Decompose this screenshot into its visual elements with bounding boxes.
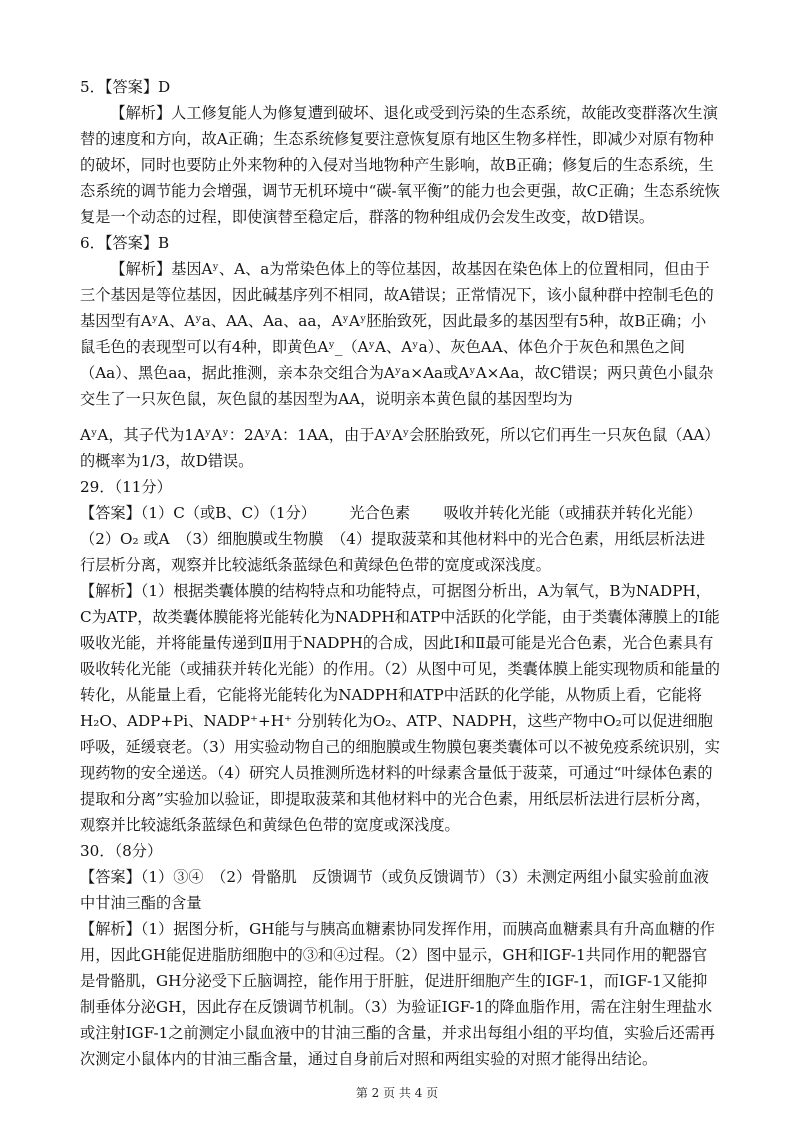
q29-answer-part3: 吸收并转化光能（或捕获并转化光能） (443, 504, 702, 522)
q30-analysis: 【解析】（1）据图分析，GH能与与胰高血糖素协同发挥作用，而胰高血糖素具有升高血糖的作用，因此GH能促进脂肪细胞中的③和④过程。（2）图中显示，GH和IGF-1共同作用的靶器官是骨骼肌，GH分泌受下丘脑调控，能作用于肝脏，促进肝细胞产生的IGF-1，而IGF-1又能抑制垂体分泌GH，因此存在反馈调节机制。（3）为验证IGF-1的降血脂作用，需在注射生理盐水或注射IGF-1之前测定小鼠血液中的甘油三酯的含量，并求出每组小组的平均值，实验后还需再次测定小鼠体内的甘油三酯含量，通过自身前后对照和两组实验的对照才能得出结论。 (80, 920, 716, 1068)
page-footer: 第 2 页 共 4 页 (355, 1086, 439, 1100)
q29-answer-part2: 光合色素 (349, 504, 411, 522)
q30-answer: 【答案】（1）③④ （2）骨骼肌 反馈调节（或负反馈调节）（3）未测定两组小鼠实验前血液中甘油三酯的含量 (80, 868, 709, 912)
q29-answer-label: 【答案】 (80, 504, 141, 522)
q6-answer: 6．【答案】B (80, 234, 170, 252)
q30-heading: 30．（8分） (80, 842, 163, 860)
q29-answer-line1 (80, 500, 720, 526)
q29-answer-part1: （1）C（或B、C）（1分） (140, 504, 316, 522)
q5-answer: 5．【答案】D (80, 78, 171, 96)
answer-content (80, 74, 720, 1072)
q29-heading: 29．（11分） (80, 478, 172, 496)
q6-analysis-part2: AʸA，其子代为1AʸAʸ：2AʸA：1AA，由于AʸAʸ会胚胎致死，所以它们再生一只灰色鼠（AA）的概率为1/3，故D错误。 (80, 426, 720, 470)
q29-analysis: 【解析】（1）根据类囊体膜的结构特点和功能特点，可据图分析出，A为氧气，B为NADPH，C为ATP，故类囊体膜能将光能转化为NADPH和ATP中活跃的化学能，由于类囊体薄膜上的Ⅰ能吸收光能，并将能量传递到Ⅱ用于NADPH的合成，因此Ⅰ和Ⅱ最可能是光合色素，光合色素具有吸收转化光能（或捕获并转化光能）的作用。（2）从图中可见，类囊体膜上能实现物质和能量的转化，从能量上看，它能将光能转化为NADPH和ATP中活跃的化学能，从物质上看，它能将H₂O、ADP+Pi、NADP⁺+H⁺ 分别转化为O₂、ATP、NADPH，这些产物中O₂可以促进细胞呼吸，延缓衰老。（3）用实验动物自己的细胞膜或生物膜包裹类囊体可以不被免疫系统识别，实现药物的安全递送。（4）研究人员推测所选材料的叶绿素含量低于菠菜，可通过“叶绿体色素的提取和分离”实验加以验证，即提取菠菜和其他材料中的光合色素，用纸层析法进行层析分离，观察并比较滤纸条蓝绿色和黄绿色色带的宽度或深浅度。 (80, 582, 720, 834)
q6-analysis-part1: 【解析】基因Aʸ、A、a为常染色体上的等位基因，故基因在染色体上的位置相同，但由于三个基因是等位基因，因此碱基序列不相同，故A错误；正常情况下，该小鼠种群中控制毛色的基因型有AʸA、Aʸa、AA、Aa、aa，AʸAʸ胚胎致死，因此最多的基因型有5种，故B正确；小鼠毛色的表现型可以有4种，即黄色Aʸ_（AʸA、Aʸa）、灰色AA、体色介于灰色和黑色之间（Aa）、黑色aa，据此推测，亲本杂交组合为Aʸa×Aa或AʸA×Aa，故C错误；两只黄色小鼠杂交生了一只灰色鼠，灰色鼠的基因型为AA，说明亲本黄色鼠的基因型均为 (80, 260, 714, 408)
q5-analysis: 【解析】人工修复能人为修复遭到破坏、退化或受到污染的生态系统，故能改变群落次生演替的速度和方向，故A正确；生态系统修复要注意恢复原有地区生物多样性，即减少对原有物种的破坏，同时也要防止外来物种的入侵对当地物种产生影响，故B正确；修复后的生态系统，生态系统的调节能力会增强，调节无机环境中“碳-氧平衡”的能力也会更强，故C正确；生态系统恢复是一个动态的过程，即使演替至稳定后，群落的物种组成仍会发生改变，故D错误。 (80, 104, 720, 226)
q29-answer-line2: （2）O₂ 或A （3）细胞膜或生物膜 （4）提取菠菜和其他材料中的光合色素，用纸层析法进行层析分离，观察并比较滤纸条蓝绿色和黄绿色色带的宽度或深浅度。 (80, 530, 706, 574)
